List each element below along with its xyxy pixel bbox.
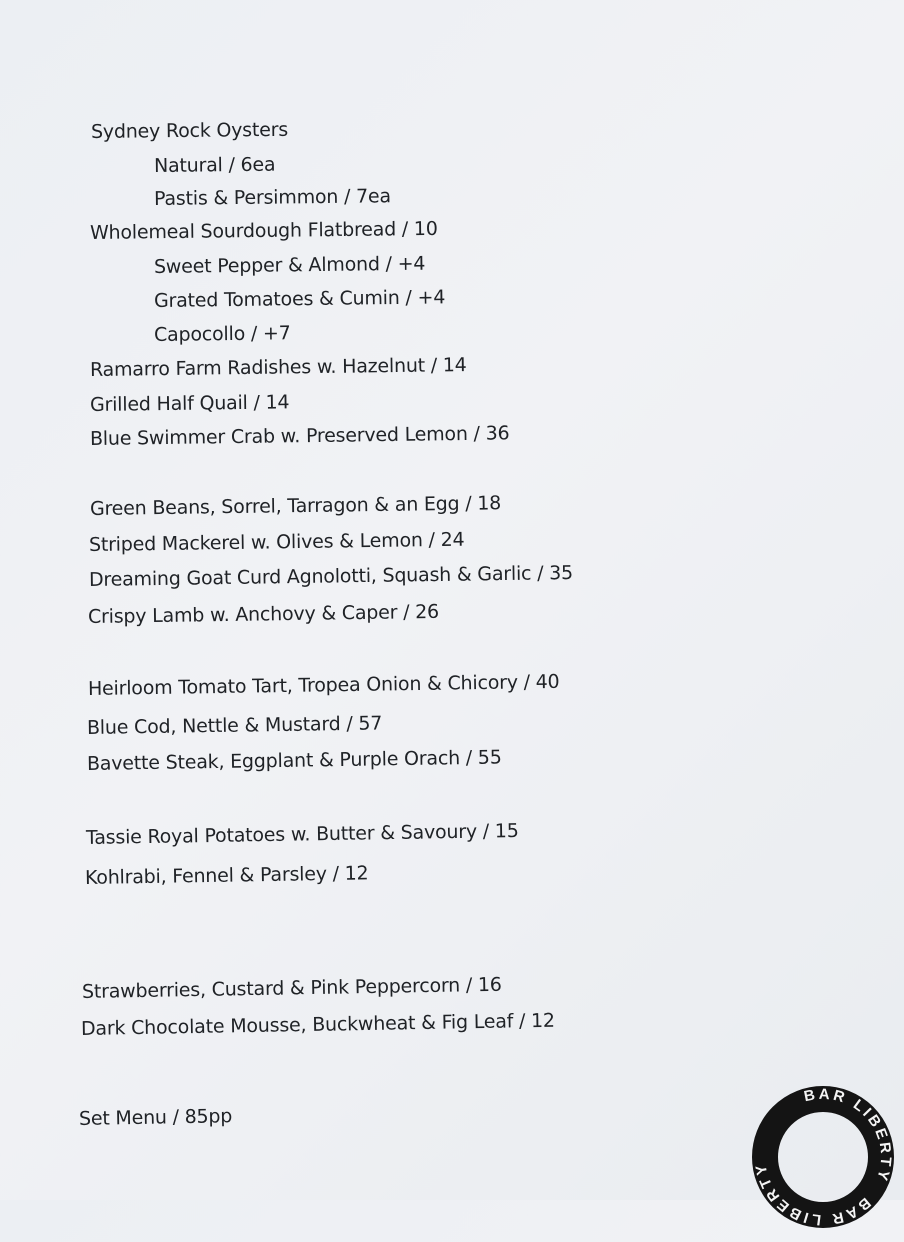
menu-item-mackerel: Striped Mackerel w. Olives & Lemon / 24 xyxy=(88,528,465,556)
menu-item-steak: Bavette Steak, Eggplant & Purple Orach / 55 xyxy=(86,746,502,775)
menu-item-flatbread: Wholemeal Sourdough Flatbread / 10 xyxy=(89,217,438,244)
menu-subitem-flatbread-tomato: Grated Tomatoes & Cumin / +4 xyxy=(153,286,446,312)
menu-item-agnolotti: Dreaming Goat Curd Agnolotti, Squash & Garlic / 35 xyxy=(88,562,574,591)
menu-subitem-oysters-pastis: Pastis & Persimmon / 7ea xyxy=(153,185,392,210)
menu-item-radishes: Ramarro Farm Radishes w. Hazelnut / 14 xyxy=(89,354,467,381)
menu-item-lamb: Crispy Lamb w. Anchovy & Caper / 26 xyxy=(87,600,440,628)
set-menu-price: Set Menu / 85pp xyxy=(78,1105,233,1130)
menu-item-oysters: Sydney Rock Oysters xyxy=(90,118,289,143)
menu-subitem-flatbread-pepper: Sweet Pepper & Almond / +4 xyxy=(153,252,426,278)
logo-text-repeat: BAR LIBERTY xyxy=(752,1160,874,1229)
logo-text: BAR LIBERTY xyxy=(802,1085,895,1186)
menu-item-mousse: Dark Chocolate Mousse, Buckwheat & Fig Leaf / 12 xyxy=(80,1009,556,1040)
menu-subitem-flatbread-capocollo: Capocollo / +7 xyxy=(153,322,291,346)
menu-item-potatoes: Tassie Royal Potatoes w. Butter & Savoury / 15 xyxy=(85,819,519,849)
menu-subitem-oysters-natural: Natural / 6ea xyxy=(153,153,276,177)
menu-item-kohlrabi: Kohlrabi, Fennel & Parsley / 12 xyxy=(84,862,369,889)
bar-liberty-logo xyxy=(738,1072,904,1242)
menu-item-crab: Blue Swimmer Crab w. Preserved Lemon / 36 xyxy=(89,422,510,450)
menu-item-cod: Blue Cod, Nettle & Mustard / 57 xyxy=(86,712,383,739)
menu-item-strawberries: Strawberries, Custard & Pink Peppercorn / 16 xyxy=(81,973,502,1003)
menu-item-quail: Grilled Half Quail / 14 xyxy=(89,391,290,416)
menu-item-tart: Heirloom Tomato Tart, Tropea Onion & Chicory / 40 xyxy=(87,670,560,700)
menu-item-beans: Green Beans, Sorrel, Tarragon & an Egg / 18 xyxy=(89,492,502,520)
